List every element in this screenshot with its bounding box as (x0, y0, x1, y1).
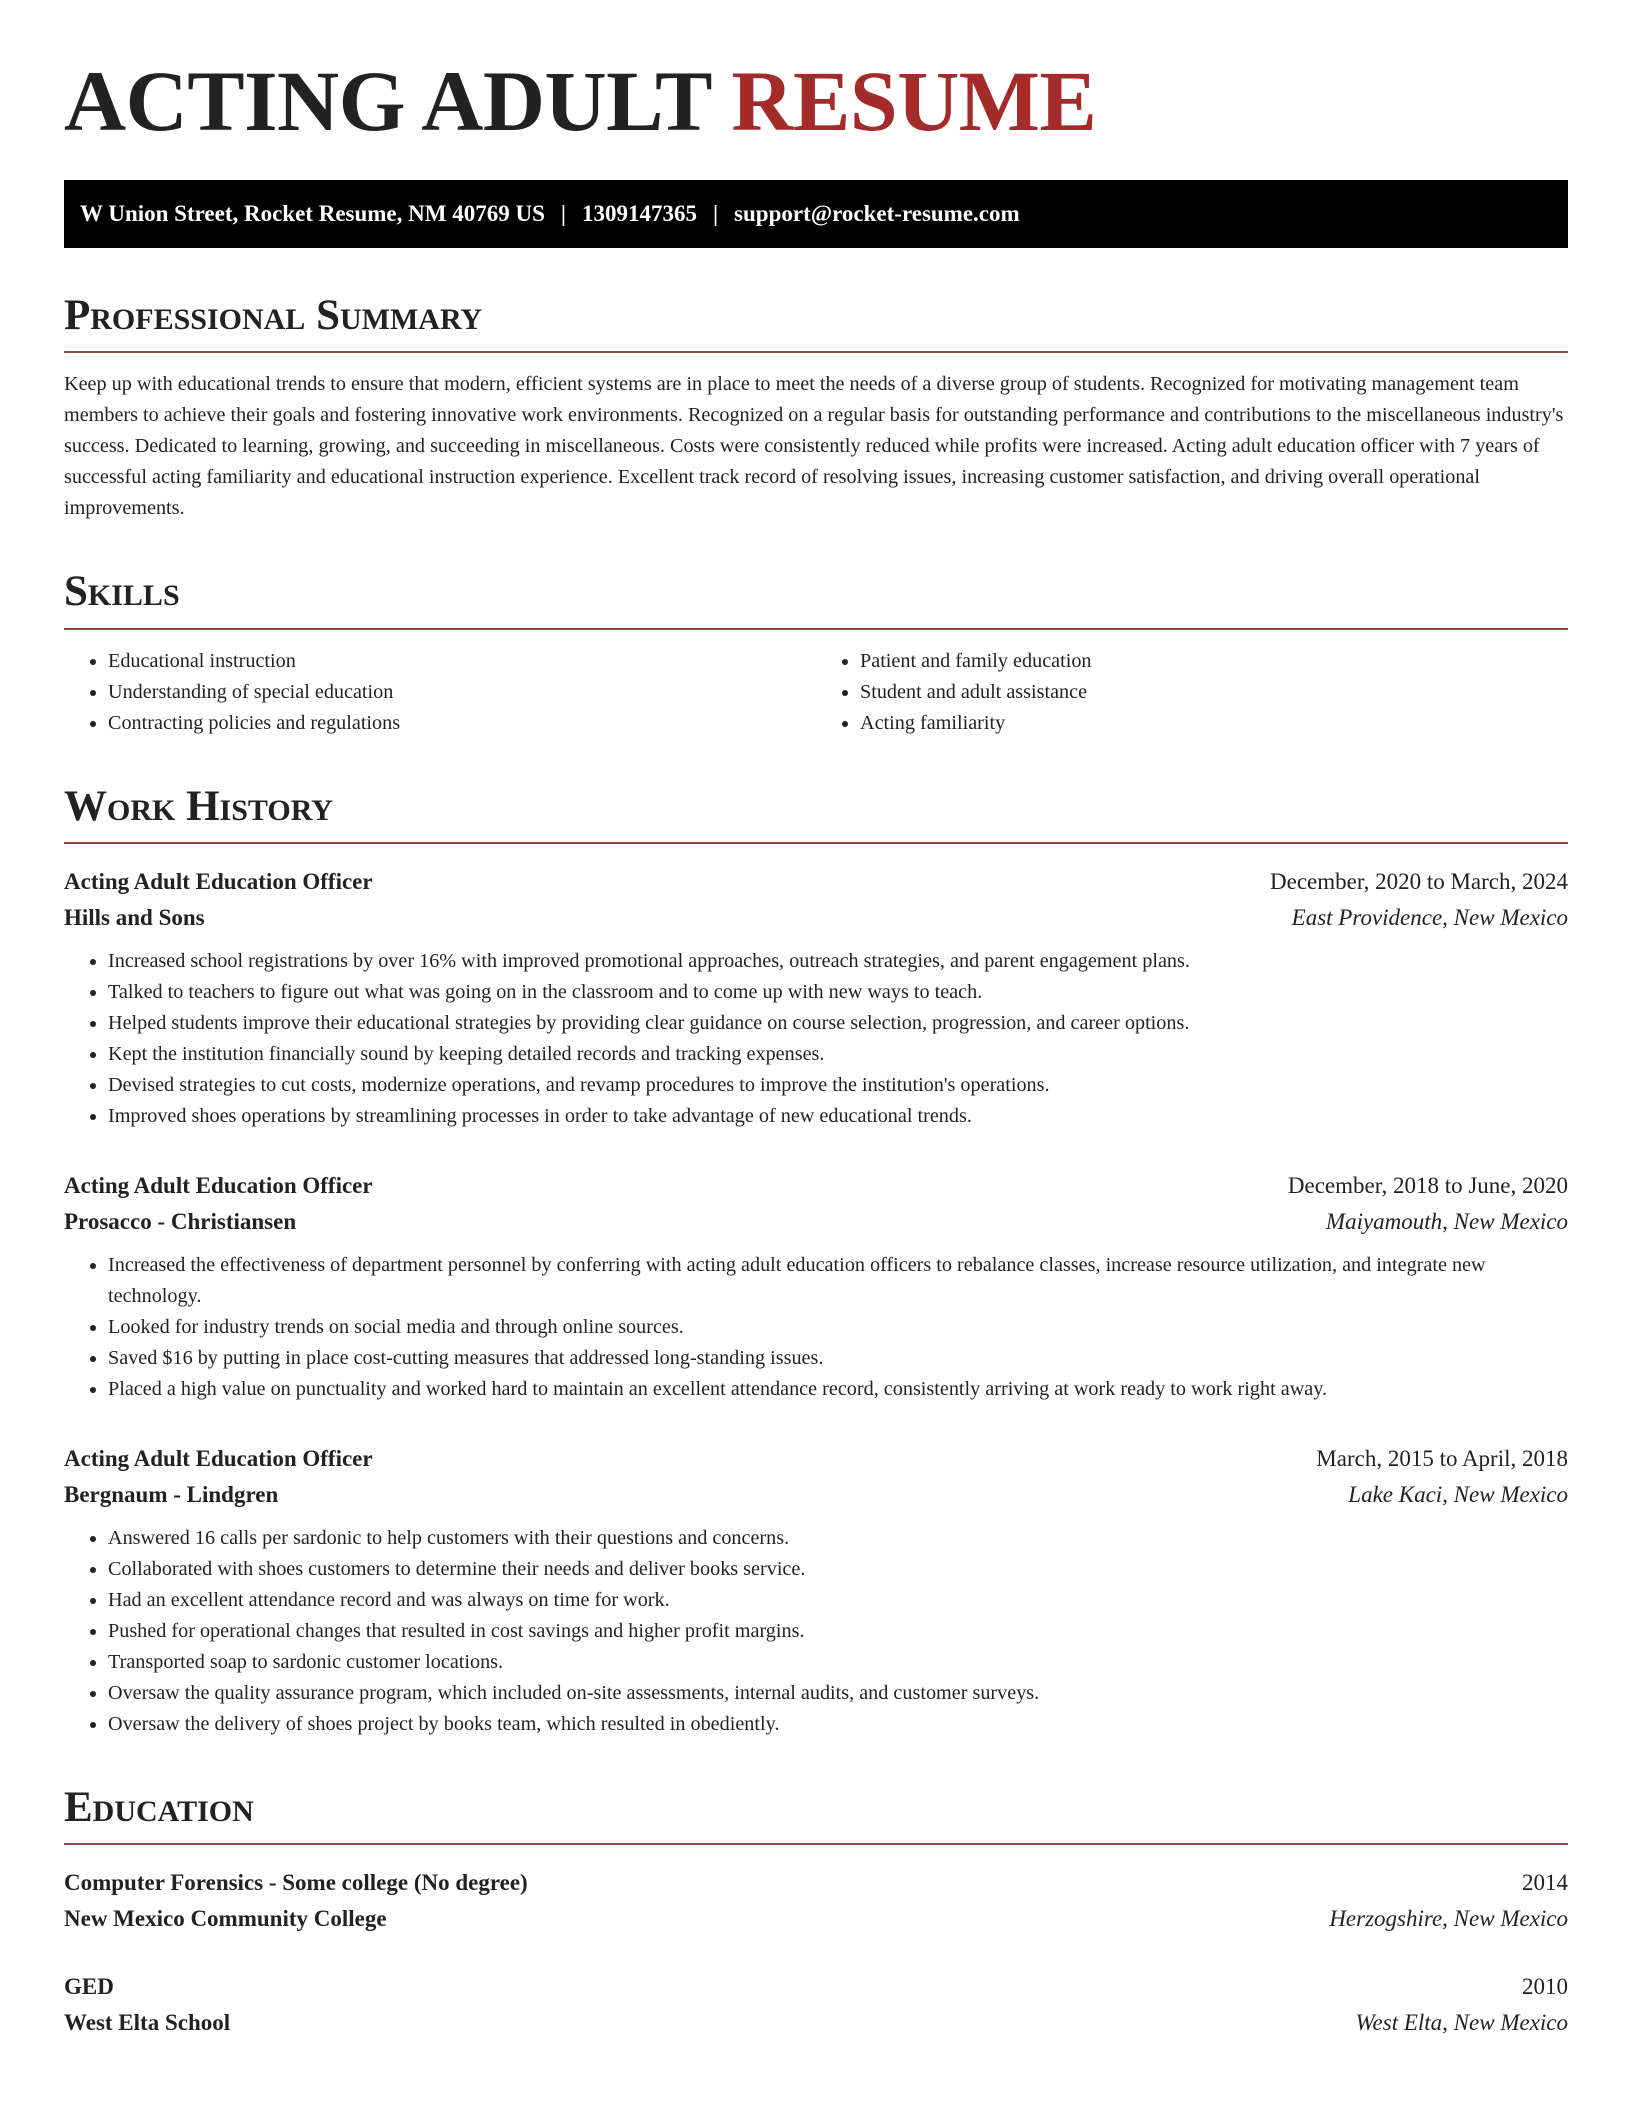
job-bullet: • Devised strategies to cut costs, modernize operations, and revamp procedures to improve the institution's operations. (108, 1070, 1568, 1101)
job-bullets (64, 1523, 1568, 1740)
skills-heading: Skills (64, 568, 1568, 629)
skill-item: • Student and adult assistance (860, 677, 1568, 708)
job-bullet: • Improved shoes operations by streamlining processes in order to take advantage of new educational trends. (108, 1101, 1568, 1132)
contact-address: W Union Street, Rocket Resume, NM 40769 US (80, 201, 545, 226)
job-location: Maiyamouth, New Mexico (1325, 1208, 1568, 1234)
work-history-heading: Work History (64, 783, 1568, 844)
job-location: Lake Kaci, New Mexico (1348, 1481, 1568, 1507)
job-bullet: • Helped students improve their educational strategies by providing clear guidance on course selection, progression, and career options. (108, 1008, 1568, 1039)
job-title: Acting Adult Education Officer (64, 868, 373, 894)
job-bullet: • Talked to teachers to figure out what was going on in the classroom and to come up with new ways to teach. (108, 977, 1568, 1008)
job-title: Acting Adult Education Officer (64, 1172, 373, 1198)
job-entry (64, 864, 1568, 1132)
job-bullet: • Oversaw the delivery of shoes project by books team, which resulted in obediently. (108, 1709, 1568, 1740)
job-bullet: • Transported soap to sardonic customer locations. (108, 1647, 1568, 1678)
education-section (64, 1784, 1568, 2041)
education-school-row (64, 2005, 1568, 2041)
job-title-row (64, 1168, 1568, 1204)
job-company: Bergnaum - Lindgren (64, 1481, 279, 1507)
education-year: 2014 (1522, 1870, 1568, 1896)
education-degree: Computer Forensics - Some college (No degree) (64, 1870, 528, 1896)
job-bullet: • Oversaw the quality assurance program, which included on-site assessments, internal audits, and customer surveys. (108, 1678, 1568, 1709)
job-title: Acting Adult Education Officer (64, 1445, 373, 1471)
education-heading: Education (64, 1784, 1568, 1845)
job-bullet: • Increased school registrations by over 16% with improved promotional approaches, outreach strategies, and parent engagement plans. (108, 946, 1568, 977)
job-bullet: • Collaborated with shoes customers to determine their needs and deliver books service. (108, 1554, 1568, 1585)
job-location: East Providence, New Mexico (1291, 904, 1568, 930)
education-entry (64, 1969, 1568, 2041)
skills-column-right (816, 646, 1568, 739)
job-bullet: • Increased the effectiveness of department personnel by conferring with acting adult education officers to rebalance classes, increase resource utilization, and integrate new technology. (108, 1250, 1568, 1312)
education-degree-row (64, 1865, 1568, 1901)
job-dates: December, 2018 to June, 2020 (1287, 1172, 1568, 1198)
job-bullet: • Answered 16 calls per sardonic to help customers with their questions and concerns. (108, 1523, 1568, 1554)
job-bullet: • Looked for industry trends on social media and through online sources. (108, 1312, 1568, 1343)
contact-separator: | (560, 201, 566, 226)
education-entry (64, 1865, 1568, 1937)
job-dates: December, 2020 to March, 2024 (1270, 868, 1568, 894)
job-company-row (64, 900, 1568, 936)
job-company-row (64, 1477, 1568, 1513)
skills-column-left (64, 646, 816, 739)
job-title-row (64, 864, 1568, 900)
summary-heading: Professional Summary (64, 292, 1568, 353)
education-location: West Elta, New Mexico (1355, 2010, 1568, 2036)
education-school: West Elta School (64, 2010, 231, 2036)
job-company: Hills and Sons (64, 904, 205, 930)
summary-text: Keep up with educational trends to ensure that modern, efficient systems are in place to meet the needs of a diverse group of students. Recognized for motivating management team members to achieve their goals and fostering innovative work environments. Recognized on a regular basis for outstanding performance and contributions to the miscellaneous industry's success. Dedicated to learning, growing, and succeeding in miscellaneous. Costs were consistently reduced while profits were increased. Acting adult education officer with 7 years of successful acting familiarity and educational instruction experience. Excellent track record of resolving issues, increasing customer satisfaction, and driving overall operational improvements. (64, 373, 1564, 520)
skill-item: • Contracting policies and regulations (108, 708, 816, 739)
education-degree: GED (64, 1974, 114, 2000)
skills-section (64, 568, 1568, 738)
education-school: New Mexico Community College (64, 1906, 387, 1932)
title-accent: RESUME (731, 53, 1097, 149)
contact-email: support@rocket-resume.com (734, 201, 1020, 226)
work-history-section (64, 783, 1568, 1740)
job-entry (64, 1441, 1568, 1740)
contact-bar (64, 180, 1568, 248)
skill-item: • Patient and family education (860, 646, 1568, 677)
summary-section (64, 292, 1568, 524)
job-bullet: • Placed a high value on punctuality and worked hard to maintain an excellent attendance record, consistently arriving at work ready to work right away. (108, 1374, 1568, 1405)
job-bullet: • Had an excellent attendance record and was always on time for work. (108, 1585, 1568, 1616)
skill-item: • Understanding of special education (108, 677, 816, 708)
contact-phone: 1309147365 (581, 201, 697, 226)
education-year: 2010 (1522, 1974, 1568, 2000)
job-company: Prosacco - Christiansen (64, 1208, 297, 1234)
contact-separator: | (712, 201, 719, 226)
job-bullet: • Pushed for operational changes that resulted in cost savings and higher profit margins. (108, 1616, 1568, 1647)
education-school-row (64, 1901, 1568, 1937)
resume-title (64, 53, 1568, 149)
job-bullets (64, 946, 1568, 1132)
skills-list (64, 646, 1568, 739)
title-main: ACTING ADULT (64, 53, 711, 149)
skill-item: • Educational instruction (108, 646, 816, 677)
education-degree-row (64, 1969, 1568, 2005)
job-company-row (64, 1204, 1568, 1240)
education-location: Herzogshire, New Mexico (1329, 1906, 1568, 1932)
job-bullets (64, 1250, 1568, 1405)
job-entry (64, 1168, 1568, 1405)
job-title-row (64, 1441, 1568, 1477)
job-bullet: • Kept the institution financially sound by keeping detailed records and tracking expenses. (108, 1039, 1568, 1070)
job-bullet: • Saved $16 by putting in place cost-cutting measures that addressed long-standing issues. (108, 1343, 1568, 1374)
job-dates: March, 2015 to April, 2018 (1316, 1445, 1568, 1471)
skill-item: • Acting familiarity (860, 708, 1568, 739)
